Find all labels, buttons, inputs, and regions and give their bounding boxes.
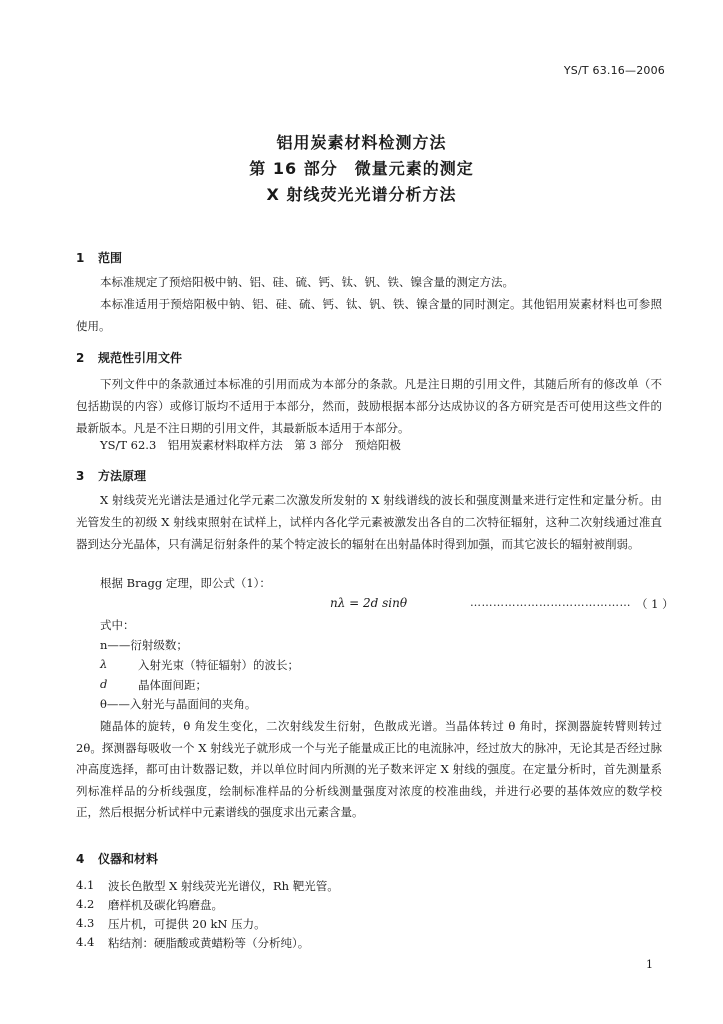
item-4-3-number: 4.3 [76, 916, 95, 930]
section-title: 仪器和材料 [98, 852, 159, 866]
definition-d: 晶体面间距； [138, 678, 207, 692]
section-title: 范围 [98, 251, 123, 265]
normative-reference: YS/T 62.3 铝用炭素材料取样方法 第 3 部分 预焙阳极 [100, 438, 401, 452]
definition-theta: θ——入射光与晶面间的夹角。 [100, 697, 257, 711]
formula-leader-dots: …………………………………… [470, 596, 631, 609]
section-number: 3 [76, 469, 85, 483]
item-4-2-number: 4.2 [76, 897, 95, 911]
section-3-paragraph-1: X 射线荧光光谱法是通过化学元素二次激发所发射的 X 射线谱线的波长和强度测量来进行定性和定量分析。由光管发生的初级 X 射线束照射在试样上，试样内各化学元素被激发出各自的二次特征辐射，这种二次射线通过准直器到达分光晶体，只有满足衍射条件的某个特定波长的辐射在出射晶体时得到加强，而其它波长的辐射被削弱。 [76, 493, 662, 551]
section-1-heading [76, 249, 122, 266]
section-1-paragraph-2: 本标准适用于预焙阳极中钠、铝、硅、硫、钙、钛、钒、铁、镍含量的同时测定。其他铝用炭素材料也可参照使用。 [76, 297, 662, 333]
section-2-heading [76, 349, 182, 366]
section-3-paragraph-3: 随晶体的旋转，θ 角发生变化，二次射线发生衍射，色散成光谱。当晶体转过 θ 角时，探测器旋转臂则转过 2θ。探测器每吸收一个 X 射线光子就形成一个与光子能量成正比的电流脉冲，经过放大的脉冲，无论其是否经过脉冲高度选择，都可由计数器记数，并以单位时间内所测的光子数来评定 X 射线的强度。在定量分析时，首先测量系列标准样品的分析线强度，绘制标准样品的分析线测量强度对浓度的校准曲线，并进行必要的基体效应的数学校正，然后根据分析试样中元素谱线的强度求出元素含量。 [76, 719, 662, 819]
definition-lambda: 入射光束（特征辐射）的波长； [138, 658, 299, 672]
section-number: 2 [76, 351, 85, 365]
item-4-4-number: 4.4 [76, 935, 95, 949]
where-label: 式中： [100, 618, 135, 632]
section-1-paragraph-1: 本标准规定了预焙阳极中钠、铝、硅、硫、钙、钛、钒、铁、镍含量的测定方法。 [100, 275, 514, 289]
section-number: 1 [76, 251, 85, 265]
section-3-paragraph-2: 根据 Bragg 定理，即公式（1）： [100, 576, 271, 590]
section-3-heading [76, 467, 146, 484]
section-title: 规范性引用文件 [98, 351, 183, 365]
definition-d-symbol: d [100, 677, 108, 691]
equation-number: （ 1 ） [636, 597, 674, 611]
section-4-heading [76, 850, 158, 867]
item-4-2-text: 磨样机及碳化钨磨盘。 [108, 898, 223, 912]
standard-code: YS/T 63.16—2006 [563, 64, 665, 77]
item-4-1-text: 波长色散型 X 射线荧光光谱仪，Rh 靶光管。 [108, 879, 339, 893]
item-4-4-text: 粘结剂：硬脂酸或黄蜡粉等（分析纯）。 [108, 936, 310, 950]
document-title-line-2: 第 16 部分 微量元素的测定 [249, 159, 474, 178]
item-4-3-text: 压片机，可提供 20 kN 压力。 [108, 917, 266, 931]
section-number: 4 [76, 852, 85, 866]
definition-lambda-symbol: λ [100, 657, 108, 671]
document-title-line-3: X 射线荧光光谱分析方法 [266, 185, 457, 204]
document-title-line-1: 铝用炭素材料检测方法 [276, 133, 447, 152]
definition-n: n——衍射级数； [100, 638, 188, 652]
section-title: 方法原理 [98, 469, 147, 483]
page-number: 1 [646, 958, 653, 971]
item-4-1-number: 4.1 [76, 878, 95, 892]
bragg-formula: nλ = 2d sinθ [330, 596, 408, 610]
section-2-paragraph: 下列文件中的条款通过本标准的引用而成为本部分的条款。凡是注日期的引用文件，其随后所有的修改单（不包括勘误的内容）或修订版均不适用于本部分，然而，鼓励根据本部分达成协议的各方研究是否可使用这些文件的最新版本。凡是不注日期的引用文件，其最新版本适用于本部分。 [76, 377, 662, 435]
